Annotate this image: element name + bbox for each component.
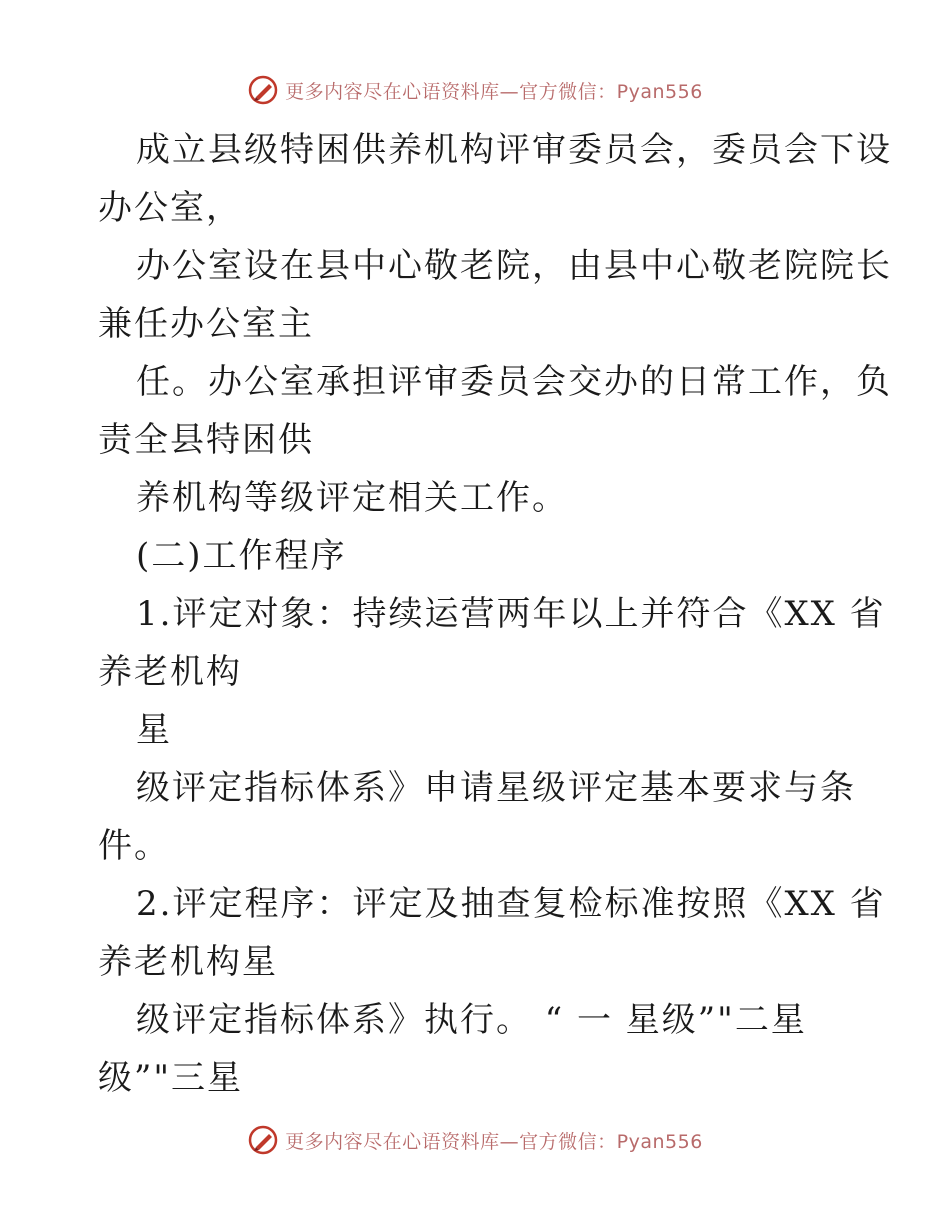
text-line: 级评定指标体系》执行。 “ 一 星级”"二星 [136,1000,807,1040]
pen-logo-icon [247,1124,279,1156]
footer-watermark [0,1120,950,1160]
text-line: 养老机构 [98,652,242,692]
text-line: 办公室， [98,188,242,228]
watermark-text: 更多内容尽在心语资料库—官方微信：Pyan556 [285,1130,703,1153]
text-line: 责全县特困供 [98,420,314,460]
text-line: 成立县级特困供养机构评审委员会，委员会下设 [136,130,892,170]
text-line: 级”"三星 [98,1058,244,1098]
header-watermark [0,70,950,110]
text-line: 兼任办公室主 [98,304,314,344]
text-line: 1.评定对象：持续运营两年以上并符合《XX 省 [136,594,886,634]
text-line: 级评定指标体系》申请星级评定基本要求与条 [136,768,856,808]
section-heading: (二)工作程序 [136,536,347,576]
text-line: 养机构等级评定相关工作。 [136,478,568,518]
text-line: 办公室设在县中心敬老院，由县中心敬老院院长 [136,246,892,286]
text-line: 养老机构星 [98,942,278,982]
text-line: 星 [136,710,172,750]
watermark-text: 更多内容尽在心语资料库—官方微信：Pyan556 [285,80,703,103]
text-line: 件。 [98,826,170,866]
text-line: 2.评定程序：评定及抽查复检标准按照《XX 省 [136,884,886,924]
pen-logo-icon [247,74,279,106]
text-line: 任。办公室承担评审委员会交办的日常工作，负 [136,362,892,402]
